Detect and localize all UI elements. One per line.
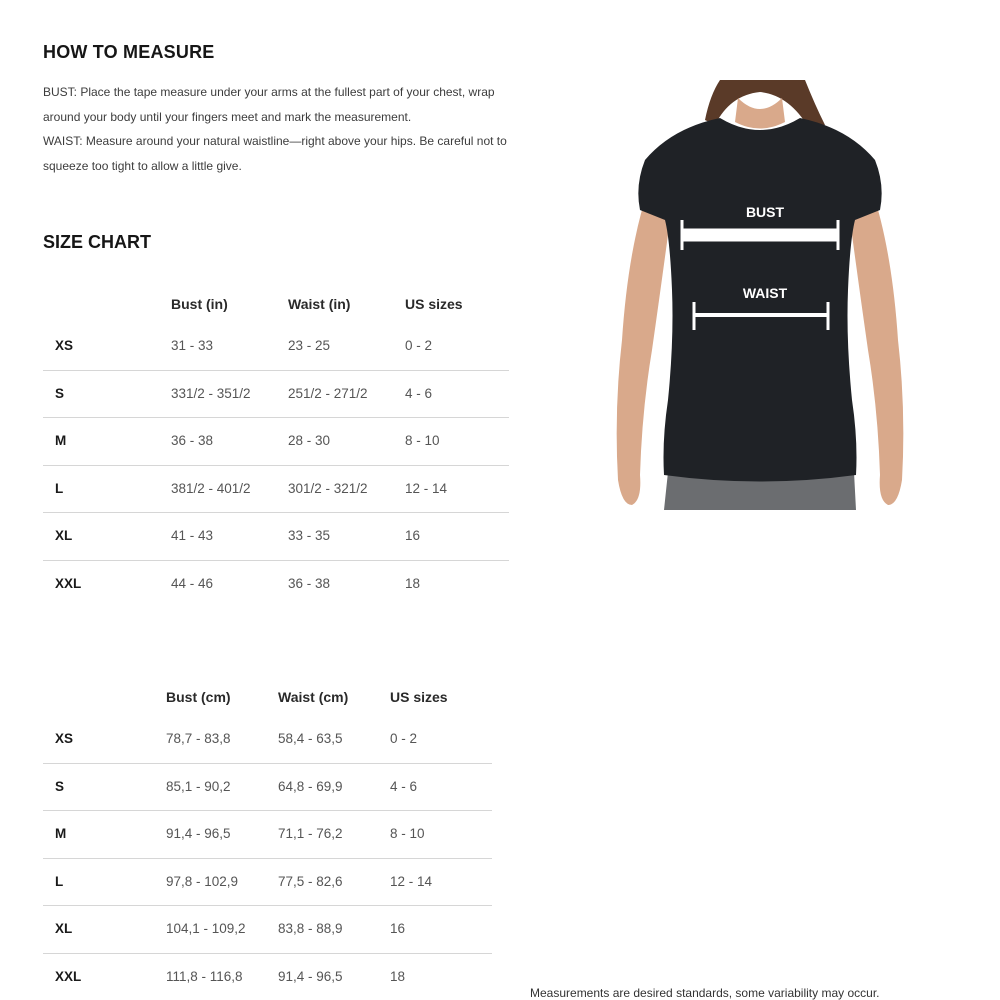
size-table-cm bbox=[43, 678, 492, 1000]
cell-text: XS bbox=[55, 338, 74, 353]
table-cell bbox=[390, 858, 492, 906]
column-header: Bust (cm) bbox=[166, 689, 231, 705]
table-row bbox=[43, 763, 492, 811]
table-cell bbox=[405, 513, 509, 561]
table-cell bbox=[405, 418, 509, 466]
table-cell bbox=[390, 906, 492, 954]
size-label bbox=[43, 716, 166, 763]
table-cell bbox=[171, 323, 288, 370]
waist-label: WAIST bbox=[742, 285, 788, 301]
table-cell bbox=[405, 323, 509, 370]
cell-text: XXL bbox=[55, 968, 82, 984]
cell-text: 41 - 43 bbox=[171, 528, 214, 543]
table-row bbox=[43, 370, 509, 418]
table-row bbox=[43, 811, 492, 859]
cell-text: 64,8 - 69,9 bbox=[278, 778, 343, 794]
cell-text: XL bbox=[55, 921, 73, 936]
table-row bbox=[43, 906, 492, 954]
table-cell bbox=[288, 465, 405, 513]
size-label bbox=[43, 323, 171, 370]
table-cell bbox=[390, 811, 492, 859]
size-table-inches bbox=[43, 285, 509, 607]
size-label bbox=[43, 906, 166, 954]
cell-text: 36 - 38 bbox=[288, 575, 331, 591]
cell-text: 12 - 14 bbox=[405, 480, 448, 496]
cell-text: 301/2 - 321/2 bbox=[288, 480, 368, 496]
table-row bbox=[43, 858, 492, 906]
cell-text: 331/2 - 351/2 bbox=[171, 385, 251, 401]
size-column-header bbox=[43, 678, 166, 716]
cell-text: 18 bbox=[390, 968, 406, 984]
table-cell bbox=[171, 370, 288, 418]
table-header-row bbox=[43, 285, 509, 323]
cell-text: 71,1 - 76,2 bbox=[278, 826, 343, 841]
table-cell bbox=[166, 716, 278, 763]
bust-instructions: BUST: Place the tape measure under your arms at the fullest part of your chest, wrap around your body until your fingers meet and mark the measurement. bbox=[43, 85, 495, 124]
bust-line bbox=[682, 228, 838, 242]
table-row bbox=[43, 560, 509, 607]
cell-text: XS bbox=[55, 731, 74, 746]
column-header: US sizes bbox=[405, 296, 463, 312]
cell-text: XXL bbox=[55, 575, 82, 591]
cell-text: 85,1 - 90,2 bbox=[166, 778, 231, 794]
table-cell bbox=[166, 953, 278, 1000]
size-column-header bbox=[43, 285, 171, 323]
table-row bbox=[43, 716, 492, 763]
cell-text: 8 - 10 bbox=[390, 826, 425, 841]
cell-text: 31 - 33 bbox=[171, 338, 214, 353]
table-cell bbox=[278, 716, 390, 763]
table-cell bbox=[171, 560, 288, 607]
cell-text: 91,4 - 96,5 bbox=[166, 826, 231, 841]
cell-text: XL bbox=[55, 528, 73, 543]
table-cell bbox=[405, 370, 509, 418]
table-cell bbox=[278, 906, 390, 954]
table-cell bbox=[278, 763, 390, 811]
cell-text: 44 - 46 bbox=[171, 575, 214, 591]
table-cell bbox=[390, 716, 492, 763]
table-cell bbox=[171, 418, 288, 466]
table-row bbox=[43, 465, 509, 513]
table-cell bbox=[288, 513, 405, 561]
cell-text: 28 - 30 bbox=[288, 433, 331, 448]
table-cell bbox=[288, 560, 405, 607]
size-label bbox=[43, 560, 171, 607]
how-to-measure-title: HOW TO MEASURE bbox=[43, 42, 215, 62]
table-cell bbox=[405, 465, 509, 513]
cell-text: 91,4 - 96,5 bbox=[278, 968, 343, 984]
table-row bbox=[43, 953, 492, 1000]
neck bbox=[735, 98, 785, 129]
size-label bbox=[43, 811, 166, 859]
cell-text: 23 - 25 bbox=[288, 338, 331, 353]
how-to-measure-text bbox=[43, 80, 513, 178]
size-label bbox=[43, 763, 166, 811]
table-header-row bbox=[43, 678, 492, 716]
cell-text: 18 bbox=[405, 575, 421, 591]
cell-text: 111,8 - 116,8 bbox=[166, 968, 243, 984]
table-cell bbox=[278, 858, 390, 906]
cell-text: 83,8 - 88,9 bbox=[278, 921, 343, 936]
table-row bbox=[43, 323, 509, 370]
cell-text: 16 bbox=[390, 921, 406, 936]
cell-text: M bbox=[55, 826, 67, 841]
cell-text: 381/2 - 401/2 bbox=[171, 480, 251, 496]
column-header: US sizes bbox=[390, 689, 448, 705]
table-cell bbox=[166, 811, 278, 859]
cell-text: L bbox=[55, 480, 64, 496]
table-cell bbox=[288, 418, 405, 466]
cell-text: 78,7 - 83,8 bbox=[166, 731, 231, 746]
cell-text: 77,5 - 82,6 bbox=[278, 873, 343, 889]
table-row bbox=[43, 418, 509, 466]
cell-text: 12 - 14 bbox=[390, 873, 433, 889]
cell-text: 97,8 - 102,9 bbox=[166, 873, 239, 889]
cell-text: L bbox=[55, 873, 64, 889]
cell-text: 16 bbox=[405, 528, 421, 543]
table-cell bbox=[166, 858, 278, 906]
size-chart-title: SIZE CHART bbox=[43, 232, 151, 252]
bust-label: BUST bbox=[745, 204, 785, 220]
disclaimer: Measurements are desired standards, some variability may occur. bbox=[530, 986, 880, 1000]
cell-text: S bbox=[55, 778, 65, 794]
table-cell bbox=[278, 811, 390, 859]
table-cell bbox=[288, 323, 405, 370]
model-illustration bbox=[610, 80, 910, 510]
cell-text: M bbox=[55, 433, 67, 448]
cell-text: 0 - 2 bbox=[390, 731, 418, 746]
size-label bbox=[43, 513, 171, 561]
size-label bbox=[43, 858, 166, 906]
table-cell bbox=[405, 560, 509, 607]
size-label bbox=[43, 370, 171, 418]
table-cell bbox=[278, 953, 390, 1000]
column-header: Waist (cm) bbox=[278, 689, 349, 705]
size-label bbox=[43, 418, 171, 466]
cell-text: S bbox=[55, 385, 65, 401]
size-label bbox=[43, 953, 166, 1000]
cell-text: 4 - 6 bbox=[390, 778, 418, 794]
table-cell bbox=[166, 906, 278, 954]
table-cell bbox=[390, 953, 492, 1000]
table-cell bbox=[166, 763, 278, 811]
table-cell bbox=[390, 763, 492, 811]
column-header: Bust (in) bbox=[171, 296, 228, 312]
waist-instructions: WAIST: Measure around your natural waistline—right above your hips. Be careful not to squeeze too tight to allow a little give. bbox=[43, 134, 507, 173]
cell-text: 4 - 6 bbox=[405, 385, 433, 401]
cell-text: 251/2 - 271/2 bbox=[288, 385, 368, 401]
cell-text: 8 - 10 bbox=[405, 433, 440, 448]
cell-text: 33 - 35 bbox=[288, 528, 331, 543]
cell-text: 104,1 - 109,2 bbox=[166, 921, 246, 936]
cell-text: 36 - 38 bbox=[171, 433, 214, 448]
cell-text: 58,4 - 63,5 bbox=[278, 731, 343, 746]
cell-text: 0 - 2 bbox=[405, 338, 433, 353]
table-row bbox=[43, 513, 509, 561]
size-label bbox=[43, 465, 171, 513]
table-cell bbox=[171, 513, 288, 561]
table-cell bbox=[288, 370, 405, 418]
table-cell bbox=[171, 465, 288, 513]
column-header: Waist (in) bbox=[288, 296, 351, 312]
